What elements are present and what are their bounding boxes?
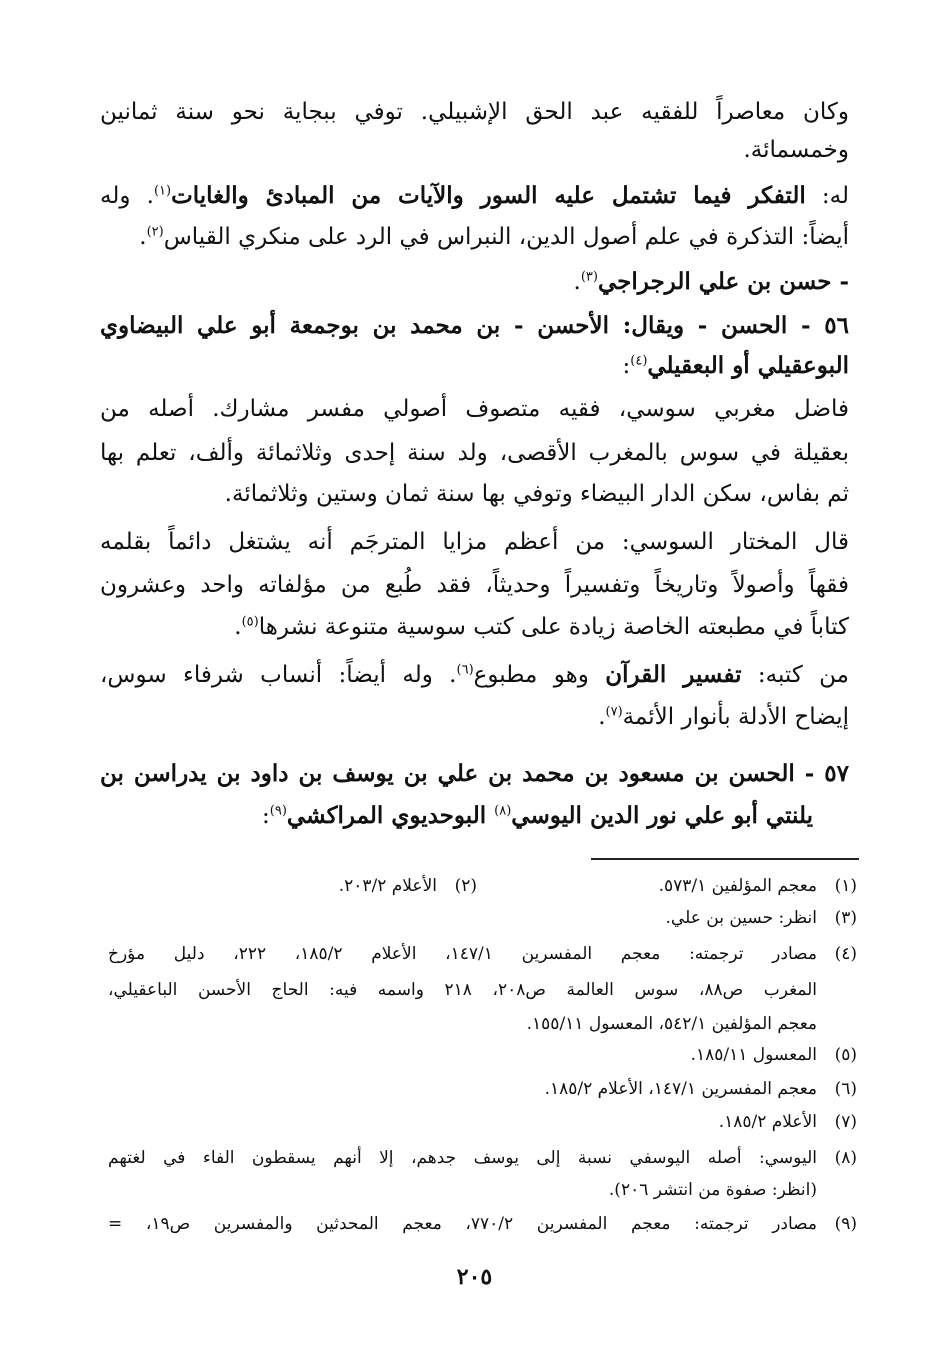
- footnote-text: مصادر ترجمته: معجم المفسرين ١٤٧/١، الأعلام ١٨٥/٢، ٢٢٢، دليل مؤرخ: [108, 944, 817, 964]
- entry-name-cont: البوحديوي المراكشي: [286, 802, 495, 829]
- footnote-4-line-2: المغرب ص٨٨، سوس العالمة ص٢٠٨، ٢١٨ واسمه فيه: الحاج الأحسن الباعقيلي،: [108, 980, 818, 1000]
- body-line-10: ثم بفاس، سكن الدار البيضاء وتوفي بها سنة ثمان وستين وثلاثمائة.: [224, 481, 849, 507]
- book-title: تفسير القرآن: [605, 661, 742, 688]
- footnote-number: (١): [834, 876, 857, 896]
- tail-text: :: [262, 803, 270, 829]
- body-line-5: [100, 266, 849, 298]
- footnote-ref: (٩): [269, 803, 287, 819]
- line-text: كتاباً في مطبعته الخاصة زيادة على كتب سوسية متنوعة نشرها: [258, 614, 849, 640]
- footnote-9: [108, 1212, 857, 1236]
- tail-text: . وله أيضاً: أنساب شرفاء سوس،: [100, 662, 457, 688]
- footnote-text: معجم المؤلفين ٥٧٣/١.: [658, 876, 817, 896]
- tail-text: :: [622, 353, 631, 379]
- footnote-8-line-1: [108, 1146, 857, 1170]
- footnote-5: [108, 1043, 857, 1067]
- line-text: أيضاً: التذكرة في علم أصول الدين، النبراس في الرد على منكري القياس: [163, 224, 849, 250]
- footnote-text: الأعلام ٢٠٣/٢.: [338, 876, 437, 896]
- footnote-4-line-3: معجم المؤلفين ٥٤٢/١، المعسول ١٥٥/١١.: [526, 1014, 817, 1034]
- footnote-text: انظر: حسين بن علي.: [665, 908, 817, 928]
- entry-56-heading: ٥٦ - الحسن - ويقال: الأحسن - بن محمد بن بوجمعة أبو علي البيضاوي: [100, 312, 849, 339]
- entry-dash: -: [831, 268, 849, 295]
- footnote-ref: (٤): [630, 353, 648, 369]
- footnote-number: (٥): [834, 1045, 857, 1065]
- footnote-6: [108, 1077, 857, 1101]
- tail-text: . وله: [100, 183, 154, 209]
- footnote-ref: (٥): [241, 614, 259, 630]
- body-line-14: [100, 659, 849, 691]
- footnote-ref: (٨): [494, 803, 512, 819]
- footnote-text: مصادر ترجمته: معجم المفسرين ٧٧٠/٢، معجم المحدثين والمفسرين ص١٩، =: [108, 1214, 817, 1234]
- lead-text: له:: [805, 183, 849, 209]
- body-line-9: بعقيلة في سوس بالمغرب الأقصى، ولد سنة إحدى وثلاثمائة وألف، تعلم بها: [100, 440, 849, 466]
- footnote-4-line-1: [108, 942, 857, 966]
- footnote-number: (٦): [834, 1079, 857, 1099]
- body-line-1: وكان معاصراً للفقيه عبد الحق الإشبيلي. توفي ببجاية نحو سنة ثمانين: [100, 99, 849, 125]
- footnote-number: (٧): [834, 1112, 857, 1132]
- mid-text: وهو مطبوع: [473, 662, 606, 688]
- body-line-2: وخمسمائة.: [743, 137, 849, 163]
- body-line-8: فاضل مغربي سوسي، فقيه متصوف أصولي مفسر مشارك. أصله من: [100, 396, 849, 422]
- footnote-row-1-2: [108, 874, 857, 898]
- entry-57-heading: ٥٧ - الحسن بن مسعود بن محمد بن علي بن يوسف بن داود بن يدراسن بن: [100, 760, 849, 787]
- footnote-ref: (٣): [580, 269, 598, 285]
- body-line-4: [100, 221, 849, 253]
- footnote-number: (٨): [834, 1148, 857, 1168]
- tail-text: .: [139, 224, 147, 250]
- footnote-text: اليوسي: أصله اليوسفي نسبة إلى يوسف جدهم، إلا أنهم يسقطون الفاء في لغتهم: [108, 1148, 817, 1168]
- footnote-divider: [591, 858, 859, 860]
- body-line-3: [100, 180, 849, 212]
- entry-56-heading-cont: [100, 350, 849, 382]
- entry-57-heading-cont: [100, 800, 813, 832]
- body-line-11: قال المختار السوسي: من أعظم مزايا المترجَم أنه يشتغل دائماً بقلمه: [100, 529, 849, 555]
- footnote-ref: (٧): [605, 704, 623, 720]
- lead-text: من كتبه:: [741, 662, 849, 688]
- footnote-ref: (٢): [146, 224, 164, 240]
- entry-name: البوعقيلي أو البعقيلي: [647, 352, 849, 379]
- line-text: إيضاح الأدلة بأنوار الأئمة: [622, 704, 849, 730]
- page-number: ٢٠٥: [456, 1264, 493, 1290]
- footnote-3: [108, 906, 857, 930]
- footnote-number: (٣): [834, 908, 857, 928]
- body-line-12: فقهاً وأصولاً وتاريخاً وتفسيراً وحديثاً، فقد طُبع من مؤلفاته واحد وعشرون: [100, 572, 849, 598]
- tail-text: .: [234, 614, 242, 640]
- footnote-7: [108, 1110, 857, 1134]
- footnote-number: (٤): [834, 944, 857, 964]
- tail-text: .: [598, 704, 606, 730]
- footnote-text: معجم المفسرين ١٤٧/١، الأعلام ١٨٥/٢.: [544, 1079, 817, 1099]
- footnote-text: المعسول ١٨٥/١١.: [690, 1045, 817, 1065]
- book-title: التفكر فيما تشتمل عليه السور والآيات من المبادئ والغايات: [171, 182, 806, 209]
- footnote-number: (٢): [454, 876, 477, 896]
- footnote-text: الأعلام ١٨٥/٢.: [718, 1112, 817, 1132]
- footnote-number: (٩): [834, 1214, 857, 1234]
- footnote-ref: (٦): [456, 662, 474, 678]
- footnote-ref: (١): [153, 183, 172, 199]
- entry-name: حسن بن علي الرجراجي: [597, 268, 832, 295]
- tail-text: .: [573, 269, 581, 295]
- body-line-15: [100, 701, 849, 733]
- body-line-13: [100, 611, 849, 643]
- footnote-8-line-2: (انظر: صفوة من انتشر ٢٠٦).: [608, 1180, 817, 1200]
- entry-name: يلنتي أبو علي نور الدين اليوسي: [511, 802, 813, 829]
